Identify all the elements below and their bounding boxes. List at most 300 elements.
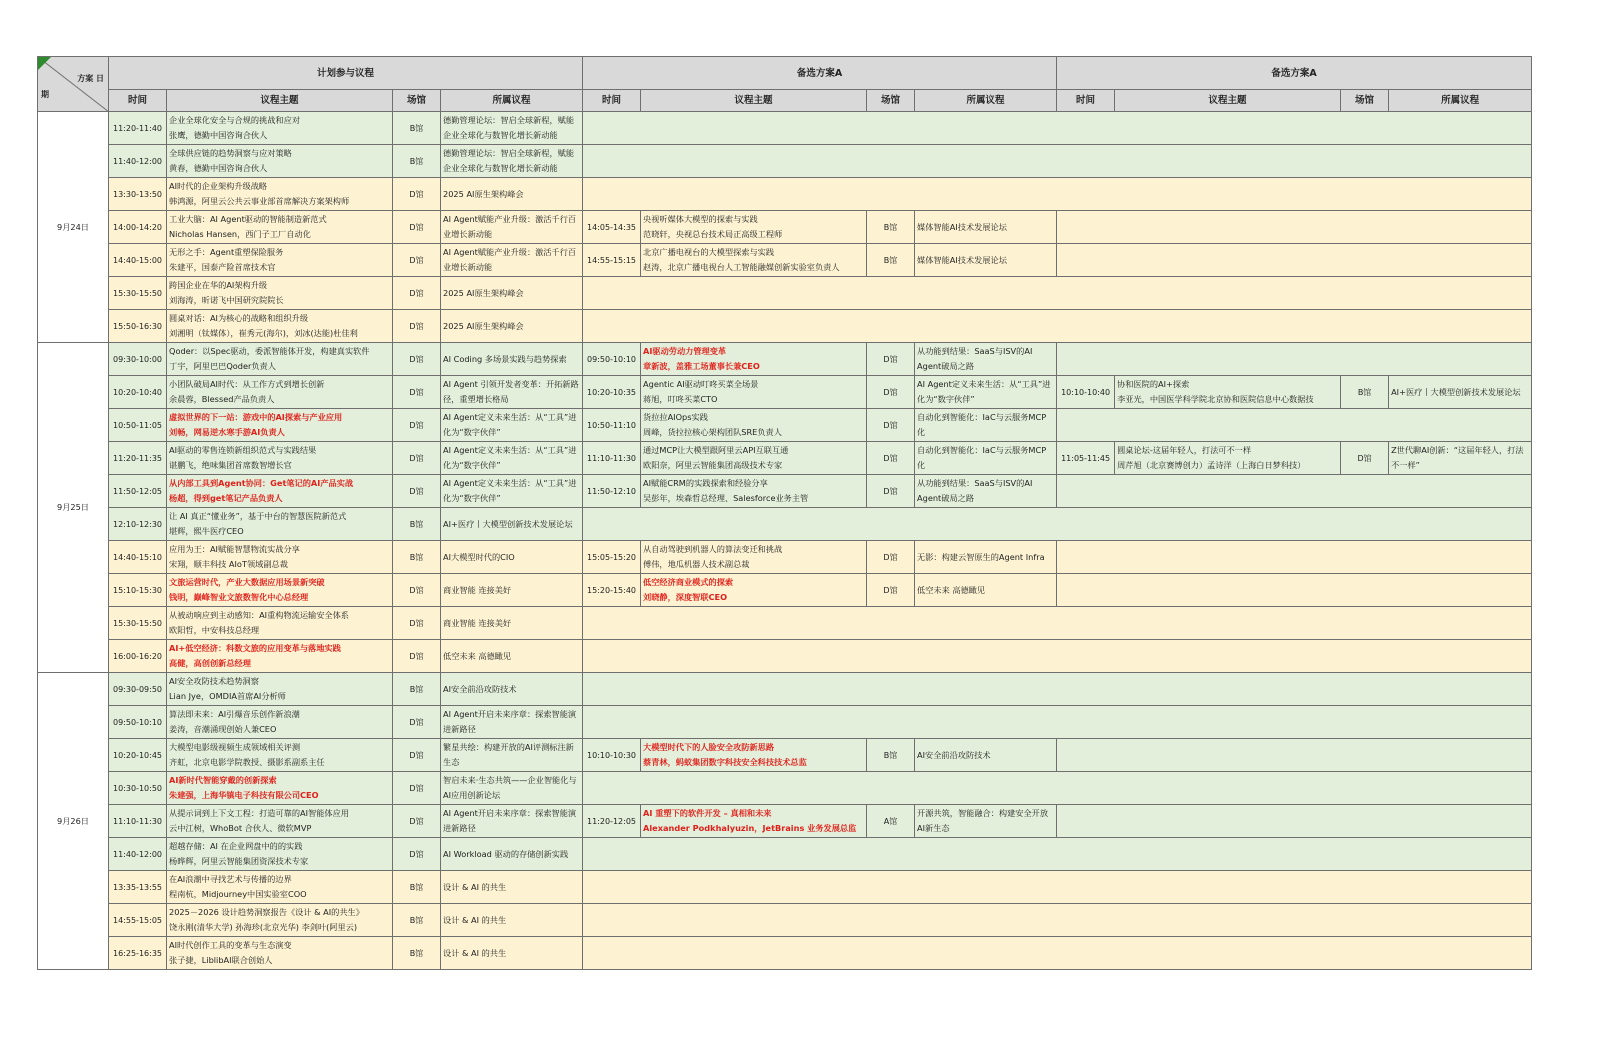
time-cell: 09:30-10:00: [109, 343, 167, 376]
topic-cell: [167, 739, 393, 772]
topic-title: 全球供应链的趋势洞察与应对策略: [169, 148, 292, 158]
table-row: [38, 376, 1532, 409]
topic-title: 从内部工具到Agent协同：Get笔记的AI产品实战: [169, 478, 354, 488]
empty-alt-cell: [583, 310, 1532, 343]
session-cell: 从功能到结果：SaaS与ISV的AI Agent破局之路: [915, 343, 1057, 376]
venue-cell: B馆: [867, 739, 915, 772]
topic-cell: [167, 871, 393, 904]
topic-speaker: 黄春，德勤中国咨询合伙人: [169, 163, 268, 173]
time-cell: 10:50-11:05: [109, 409, 167, 442]
topic-speaker: 韩鸿源，阿里云公共云事业部首席解决方案架构师: [169, 196, 350, 206]
session-cell: AI Workload 驱动的存储创新实践: [441, 838, 583, 871]
topic-title: 文旅运营时代，产业大数据应用场景新突破: [169, 577, 325, 587]
session-cell: 商业智能 连接美好: [441, 607, 583, 640]
topic-cell: [167, 112, 393, 145]
venue-cell: B馆: [393, 871, 441, 904]
col-header-topic: 议程主题: [1115, 90, 1341, 112]
topic-cell: [167, 178, 393, 211]
time-cell: 11:40-12:00: [109, 838, 167, 871]
topic-title: 央视听媒体大模型的探索与实践: [643, 214, 758, 224]
header-group-row: [38, 57, 1532, 90]
session-cell: 2025 AI原生架构峰会: [441, 277, 583, 310]
topic-cell: [1115, 376, 1341, 409]
topic-speaker: 傅伟，地瓜机器人技术副总裁: [643, 559, 750, 569]
venue-cell: D馆: [393, 607, 441, 640]
session-cell: AI安全前沿攻防技术: [441, 673, 583, 706]
session-cell: 2025 AI原生架构峰会: [441, 310, 583, 343]
topic-cell: [167, 607, 393, 640]
venue-cell: D馆: [867, 475, 915, 508]
topic-speaker: 欧阳奈，阿里云智能集团高级技术专家: [643, 460, 783, 470]
table-row: [38, 475, 1532, 508]
venue-cell: B馆: [393, 508, 441, 541]
topic-cell: [167, 937, 393, 970]
venue-cell: B馆: [393, 904, 441, 937]
empty-alt-cell: [583, 937, 1532, 970]
topic-speaker: Lian Jye，OMDIA首席AI分析师: [169, 691, 286, 701]
table-row: [38, 310, 1532, 343]
venue-cell: D馆: [393, 574, 441, 607]
topic-speaker: 刘晓静，深度智联CEO: [643, 592, 728, 602]
session-cell: AI+医疗丨大模型创新技术发展论坛: [1389, 376, 1532, 409]
corner-label-period: 期: [41, 90, 49, 99]
topic-cell: [167, 145, 393, 178]
topic-speaker: 范晓轩，央视总台技术局正高级工程师: [643, 229, 783, 239]
venue-cell: D馆: [393, 376, 441, 409]
topic-speaker: 宋翔，顺丰科技 AIoT领域副总裁: [169, 559, 288, 569]
table-row: [38, 904, 1532, 937]
table-row: [38, 607, 1532, 640]
topic-title: 从自动驾驶到机器人的算法变迁和挑战: [643, 544, 783, 554]
venue-cell: D馆: [393, 772, 441, 805]
empty-alt-cell: [583, 508, 1532, 541]
session-cell: AI Agent开启未来序章：探索智能演进新路径: [441, 706, 583, 739]
venue-cell: D馆: [393, 277, 441, 310]
empty-alt-b-cell: [1057, 409, 1532, 442]
topic-title: 从被动响应到主动感知：AI重构物流运输安全体系: [169, 610, 349, 620]
col-header-time: 时间: [583, 90, 641, 112]
time-cell: 13:35-13:55: [109, 871, 167, 904]
time-cell: 09:30-09:50: [109, 673, 167, 706]
topic-cell: [167, 508, 393, 541]
table-row: [38, 112, 1532, 145]
topic-speaker: 堪辉，熙牛医疗CEO: [169, 526, 244, 536]
venue-cell: B馆: [393, 673, 441, 706]
session-cell: 低空未来 高德瞰见: [441, 640, 583, 673]
date-cell: 9月25日: [38, 343, 109, 673]
topic-title: AI新时代智能穿戴的创新探索: [169, 775, 277, 785]
time-cell: 14:40-15:10: [109, 541, 167, 574]
header-column-row: [38, 90, 1532, 112]
venue-cell: D馆: [393, 805, 441, 838]
session-cell: 德勤管理论坛：智启全球新程，赋能企业全球化与数智化增长新动能: [441, 145, 583, 178]
session-cell: 设计 & AI 的共生: [441, 937, 583, 970]
topic-speaker: 杨晔辉，阿里云智能集团资深技术专家: [169, 856, 309, 866]
topic-cell: [167, 310, 393, 343]
topic-speaker: 刘湘明（钛媒体），崔秀元(海尔)，刘冰(达能)杜佳利: [169, 328, 358, 338]
table-row: [38, 178, 1532, 211]
session-cell: 无影：构建云智原生的Agent Infra: [915, 541, 1057, 574]
topic-title: AI驱动的零售连锁新组织范式与实践结果: [169, 445, 317, 455]
topic-title: 协和医院的AI+探索: [1117, 379, 1190, 389]
venue-cell: D馆: [867, 574, 915, 607]
table-row: [38, 145, 1532, 178]
session-cell: 低空未来 高德瞰见: [915, 574, 1057, 607]
venue-cell: B馆: [1341, 376, 1389, 409]
topic-cell: [167, 805, 393, 838]
topic-title: Agentic AI驱动叮咚买菜全场景: [643, 379, 759, 389]
empty-alt-b-cell: [1057, 211, 1532, 244]
col-header-venue: 场馆: [393, 90, 441, 112]
agenda-table: [37, 56, 1532, 970]
topic-title: 从提示词到上下文工程：打造可靠的AI智能体应用: [169, 808, 349, 818]
session-cell: AI Agent开启未来序章：探索智能演进新路径: [441, 805, 583, 838]
group-header-alt-b: 备选方案A: [1057, 57, 1532, 90]
session-cell: 设计 & AI 的共生: [441, 871, 583, 904]
topic-cell: [167, 244, 393, 277]
topic-cell: [641, 442, 867, 475]
topic-title: 在AI浪潮中寻找艺术与传播的边界: [169, 874, 292, 884]
topic-speaker: 张鹰，德勤中国咨询合伙人: [169, 130, 268, 140]
table-row: [38, 640, 1532, 673]
time-cell: 10:20-10:45: [109, 739, 167, 772]
topic-cell: [641, 574, 867, 607]
time-cell: 10:20-10:40: [109, 376, 167, 409]
topic-speaker: 刘畅，网易逆水寒手游AI负责人: [169, 427, 285, 437]
table-row: [38, 343, 1532, 376]
table-row: [38, 673, 1532, 706]
venue-cell: D馆: [393, 310, 441, 343]
time-cell: 14:55-15:05: [109, 904, 167, 937]
topic-cell: [1115, 442, 1341, 475]
time-cell: 11:20-12:05: [583, 805, 641, 838]
time-cell: 14:40-15:00: [109, 244, 167, 277]
empty-alt-cell: [583, 871, 1532, 904]
topic-speaker: 钱明，巅峰智业文旅数智化中心总经理: [169, 592, 309, 602]
empty-alt-cell: [583, 112, 1532, 145]
topic-cell: [641, 376, 867, 409]
time-cell: 16:00-16:20: [109, 640, 167, 673]
col-header-session: 所属议程: [915, 90, 1057, 112]
table-row: [38, 706, 1532, 739]
empty-alt-cell: [583, 277, 1532, 310]
table-row: [38, 442, 1532, 475]
empty-alt-cell: [583, 673, 1532, 706]
venue-cell: A馆: [867, 805, 915, 838]
topic-title: 圆桌论坛-这届年轻人，打法可不一样: [1117, 445, 1252, 455]
venue-cell: D馆: [1341, 442, 1389, 475]
table-row: [38, 838, 1532, 871]
topic-speaker: 饶永刚(清华大学) 孙海珍(北京光华) 李剑叶(阿里云): [169, 922, 358, 932]
topic-title: 2025－2026 设计趋势洞察报告《设计 & AI的共生》: [169, 907, 364, 917]
group-header-alt-a: 备选方案A: [583, 57, 1057, 90]
corner-label-plan-date: 方案 日: [77, 74, 104, 83]
venue-cell: D馆: [393, 211, 441, 244]
topic-title: 虚拟世界的下一站：游戏中的AI探索与产业应用: [169, 412, 343, 422]
topic-speaker: 蔡青林，蚂蚁集团数字科技安全科技技术总监: [643, 757, 807, 767]
col-header-time: 时间: [109, 90, 167, 112]
col-header-session: 所属议程: [441, 90, 583, 112]
venue-cell: D馆: [393, 178, 441, 211]
session-cell: 智启未来·生态共筑——企业智能化与AI应用创新论坛: [441, 772, 583, 805]
topic-cell: [167, 442, 393, 475]
time-cell: 13:30-13:50: [109, 178, 167, 211]
topic-speaker: 齐虹，北京电影学院教授、摄影系副系主任: [169, 757, 325, 767]
topic-speaker: 周芹旭（北京赛博创力）孟诗洋（上海白日梦科技）: [1117, 460, 1306, 470]
topic-cell: [167, 706, 393, 739]
time-cell: 11:20-11:40: [109, 112, 167, 145]
topic-speaker: 余晨蓉，Blessed产品负责人: [169, 394, 275, 404]
session-cell: AI Agent定义未来生活：从“工具”进化为“数字伙伴”: [441, 475, 583, 508]
venue-cell: B馆: [393, 541, 441, 574]
topic-speaker: 蒋旭，叮咚买菜CTO: [643, 394, 718, 404]
session-cell: Z世代聊AI创新：“这届年轻人，打法不一样”: [1389, 442, 1532, 475]
time-cell: 16:25-16:35: [109, 937, 167, 970]
time-cell: 11:50-12:10: [583, 475, 641, 508]
topic-title: 让 AI 真正“懂业务”，基于中台的智慧医院新范式: [169, 511, 347, 521]
topic-title: AI时代的企业架构升级战略: [169, 181, 268, 191]
time-cell: 11:50-12:05: [109, 475, 167, 508]
empty-alt-cell: [583, 607, 1532, 640]
empty-alt-cell: [583, 640, 1532, 673]
topic-title: 应用为王：AI赋能智慧物流实战分享: [169, 544, 300, 554]
topic-cell: [167, 211, 393, 244]
topic-title: AI时代创作工具的变革与生态演变: [169, 940, 292, 950]
venue-cell: B馆: [393, 145, 441, 178]
venue-cell: D馆: [393, 838, 441, 871]
time-cell: 15:30-15:50: [109, 607, 167, 640]
topic-title: AI赋能CRM的实践探索和经验分享: [643, 478, 768, 488]
venue-cell: D馆: [867, 442, 915, 475]
topic-cell: [641, 343, 867, 376]
topic-speaker: 刘海涛，昕诺飞中国研究院院长: [169, 295, 284, 305]
table-row: [38, 508, 1532, 541]
venue-cell: B馆: [867, 211, 915, 244]
topic-speaker: 杨超，得到get笔记产品负责人: [169, 493, 283, 503]
topic-speaker: 谌鹏飞，绝味集团首席数智增长官: [169, 460, 292, 470]
topic-title: 超越存储：AI 在企业网盘中的的实践: [169, 841, 303, 851]
session-cell: AI安全前沿攻防技术: [915, 739, 1057, 772]
session-cell: AI Agent赋能产业升级：激活千行百业增长新动能: [441, 244, 583, 277]
session-cell: 开源共筑，智能融合：构建安全开放AI新生态: [915, 805, 1057, 838]
time-cell: 11:40-12:00: [109, 145, 167, 178]
corner-header-cell: [38, 57, 109, 112]
col-header-time: 时间: [1057, 90, 1115, 112]
venue-cell: D馆: [393, 706, 441, 739]
venue-cell: B馆: [393, 937, 441, 970]
empty-alt-b-cell: [1057, 574, 1532, 607]
venue-cell: D馆: [867, 343, 915, 376]
topic-speaker: 朱建强，上海华镇电子科技有限公司CEO: [169, 790, 319, 800]
session-cell: 2025 AI原生架构峰会: [441, 178, 583, 211]
session-cell: 自动化到智能化：IaC与云服务MCP化: [915, 442, 1057, 475]
venue-cell: D馆: [867, 541, 915, 574]
time-cell: 14:05-14:35: [583, 211, 641, 244]
venue-cell: D馆: [393, 442, 441, 475]
col-header-venue: 场馆: [1341, 90, 1389, 112]
time-cell: 11:20-11:35: [109, 442, 167, 475]
empty-alt-b-cell: [1057, 541, 1532, 574]
session-cell: AI+医疗丨大模型创新技术发展论坛: [441, 508, 583, 541]
topic-cell: [167, 277, 393, 310]
venue-cell: B馆: [867, 244, 915, 277]
time-cell: 15:10-15:30: [109, 574, 167, 607]
topic-cell: [641, 409, 867, 442]
venue-cell: D馆: [393, 640, 441, 673]
session-cell: AI Coding 多场景实践与趋势探索: [441, 343, 583, 376]
topic-speaker: 章新波，盖雅工场董事长兼CEO: [643, 361, 760, 371]
topic-cell: [641, 805, 867, 838]
empty-alt-cell: [583, 904, 1532, 937]
table-row: [38, 739, 1532, 772]
venue-cell: D馆: [393, 244, 441, 277]
topic-speaker: Alexander Podkhalyuzin，JetBrains 业务发展总监: [643, 823, 857, 833]
time-cell: 15:05-15:20: [583, 541, 641, 574]
venue-cell: B馆: [393, 112, 441, 145]
session-cell: 从功能到结果：SaaS与ISV的AI Agent破局之路: [915, 475, 1057, 508]
time-cell: 10:20-10:35: [583, 376, 641, 409]
date-cell: 9月26日: [38, 673, 109, 970]
session-cell: AI大模型时代的CIO: [441, 541, 583, 574]
topic-cell: [167, 673, 393, 706]
topic-title: 工业大脑：AI Agent驱动的智能制造新范式: [169, 214, 327, 224]
topic-title: 低空经济商业模式的探索: [643, 577, 734, 587]
empty-alt-cell: [583, 178, 1532, 211]
time-cell: 11:05-11:45: [1057, 442, 1115, 475]
table-row: [38, 805, 1532, 838]
topic-speaker: 高健，高创创新总经理: [169, 658, 251, 668]
time-cell: 15:20-15:40: [583, 574, 641, 607]
venue-cell: D馆: [393, 409, 441, 442]
session-cell: 媒体智能AI技术发展论坛: [915, 211, 1057, 244]
col-header-session: 所属议程: [1389, 90, 1532, 112]
topic-speaker: 欧阳哲，中安科技总经理: [169, 625, 260, 635]
topic-cell: [641, 211, 867, 244]
time-cell: 09:50-10:10: [583, 343, 641, 376]
topic-cell: [167, 475, 393, 508]
topic-cell: [167, 574, 393, 607]
topic-speaker: 周峰，货拉拉核心架构团队SRE负责人: [643, 427, 782, 437]
topic-title: Qoder：以Spec驱动，委派智能体开发，构建真实软件: [169, 346, 370, 356]
table-row: [38, 772, 1532, 805]
topic-title: 跨国企业在华的AI架构升级: [169, 280, 268, 290]
topic-title: 北京广播电视台的大模型探索与实践: [643, 247, 775, 257]
empty-alt-b-cell: [1057, 475, 1532, 508]
table-row: [38, 541, 1532, 574]
venue-cell: D馆: [393, 739, 441, 772]
topic-title: 货拉拉AIOps实践: [643, 412, 708, 422]
topic-title: 无形之手：Agent重塑保险服务: [169, 247, 284, 257]
topic-cell: [167, 640, 393, 673]
empty-alt-b-cell: [1057, 244, 1532, 277]
empty-alt-cell: [583, 772, 1532, 805]
time-cell: 11:10-11:30: [109, 805, 167, 838]
session-cell: 繁星共绘：构建开放的AI评测标注新生态: [441, 739, 583, 772]
topic-speaker: Nicholas Hansen，西门子工厂自动化: [169, 229, 311, 239]
topic-cell: [167, 376, 393, 409]
col-header-topic: 议程主题: [167, 90, 393, 112]
time-cell: 15:50-16:30: [109, 310, 167, 343]
topic-cell: [167, 343, 393, 376]
topic-cell: [641, 475, 867, 508]
empty-alt-b-cell: [1057, 805, 1532, 838]
time-cell: 15:30-15:50: [109, 277, 167, 310]
table-row: [38, 871, 1532, 904]
topic-title: AI 重塑下的软件开发 – 真相和未来: [643, 808, 772, 818]
topic-speaker: 云中江树，WhoBot 合伙人、微软MVP: [169, 823, 312, 833]
topic-title: 算法即未来：AI引爆音乐创作新浪潮: [169, 709, 300, 719]
time-cell: 10:10-10:40: [1057, 376, 1115, 409]
session-cell: 自动化到智能化：IaC与云服务MCP化: [915, 409, 1057, 442]
time-cell: 10:50-11:10: [583, 409, 641, 442]
table-row: [38, 574, 1532, 607]
table-row: [38, 244, 1532, 277]
topic-speaker: 朱建平，国泰产险首席技术官: [169, 262, 276, 272]
topic-speaker: 张子捷，LiblibAI联合创始人: [169, 955, 273, 965]
venue-cell: D馆: [867, 409, 915, 442]
empty-alt-b-cell: [1057, 343, 1532, 376]
table-row: [38, 937, 1532, 970]
group-header-planned: 计划参与议程: [109, 57, 583, 90]
venue-cell: D馆: [867, 376, 915, 409]
time-cell: 10:30-10:50: [109, 772, 167, 805]
session-cell: AI Agent 引领开发者变革：开拓新路径，重塑增长格局: [441, 376, 583, 409]
col-header-venue: 场馆: [867, 90, 915, 112]
time-cell: 10:10-10:30: [583, 739, 641, 772]
time-cell: 14:00-14:20: [109, 211, 167, 244]
session-cell: AI Agent赋能产业升级：激活千行百业增长新动能: [441, 211, 583, 244]
empty-alt-b-cell: [1057, 739, 1532, 772]
empty-alt-cell: [583, 145, 1532, 178]
topic-speaker: 程南杭，Midjourney中国实验室COO: [169, 889, 307, 899]
session-cell: 商业智能 连接美好: [441, 574, 583, 607]
topic-cell: [167, 904, 393, 937]
session-cell: AI Agent定义未来生活：从“工具”进化为“数字伙伴”: [441, 442, 583, 475]
empty-alt-cell: [583, 706, 1532, 739]
session-cell: 设计 & AI 的共生: [441, 904, 583, 937]
topic-title: 通过MCP让大模型跟阿里云API互联互通: [643, 445, 789, 455]
topic-speaker: 赵涛，北京广播电视台人工智能融媒创新实验室负责人: [643, 262, 840, 272]
topic-title: AI驱动劳动力管理变革: [643, 346, 727, 356]
topic-cell: [641, 541, 867, 574]
time-cell: 12:10-12:30: [109, 508, 167, 541]
venue-cell: D馆: [393, 475, 441, 508]
topic-cell: [167, 772, 393, 805]
time-cell: 09:50-10:10: [109, 706, 167, 739]
col-header-topic: 议程主题: [641, 90, 867, 112]
table-row: [38, 277, 1532, 310]
topic-title: 企业全球化安全与合规的挑战和应对: [169, 115, 301, 125]
topic-speaker: 吴彭年，埃森哲总经理、Salesforce业务主管: [643, 493, 809, 503]
table-row: [38, 409, 1532, 442]
topic-title: 圆桌对话：AI为核心的战略和组织升级: [169, 313, 309, 323]
session-cell: 媒体智能AI技术发展论坛: [915, 244, 1057, 277]
topic-speaker: 姜涛，音潮涌现创始人兼CEO: [169, 724, 277, 734]
topic-cell: [167, 409, 393, 442]
topic-cell: [641, 244, 867, 277]
topic-speaker: 丁宇，阿里巴巴Qoder负责人: [169, 361, 276, 371]
session-cell: AI Agent定义未来生活：从“工具”进化为“数字伙伴”: [915, 376, 1057, 409]
topic-cell: [167, 541, 393, 574]
empty-alt-cell: [583, 838, 1532, 871]
topic-speaker: 李亚光，中国医学科学院北京协和医院信息中心数据技: [1117, 394, 1314, 404]
time-cell: 14:55-15:15: [583, 244, 641, 277]
topic-title: 小团队破局AI时代：从工作方式到增长创新: [169, 379, 325, 389]
date-cell: 9月24日: [38, 112, 109, 343]
session-cell: AI Agent定义未来生活：从“工具”进化为“数字伙伴”: [441, 409, 583, 442]
time-cell: 11:10-11:30: [583, 442, 641, 475]
topic-title: AI+低空经济：科数文旅的应用变革与落地实践: [169, 643, 341, 653]
